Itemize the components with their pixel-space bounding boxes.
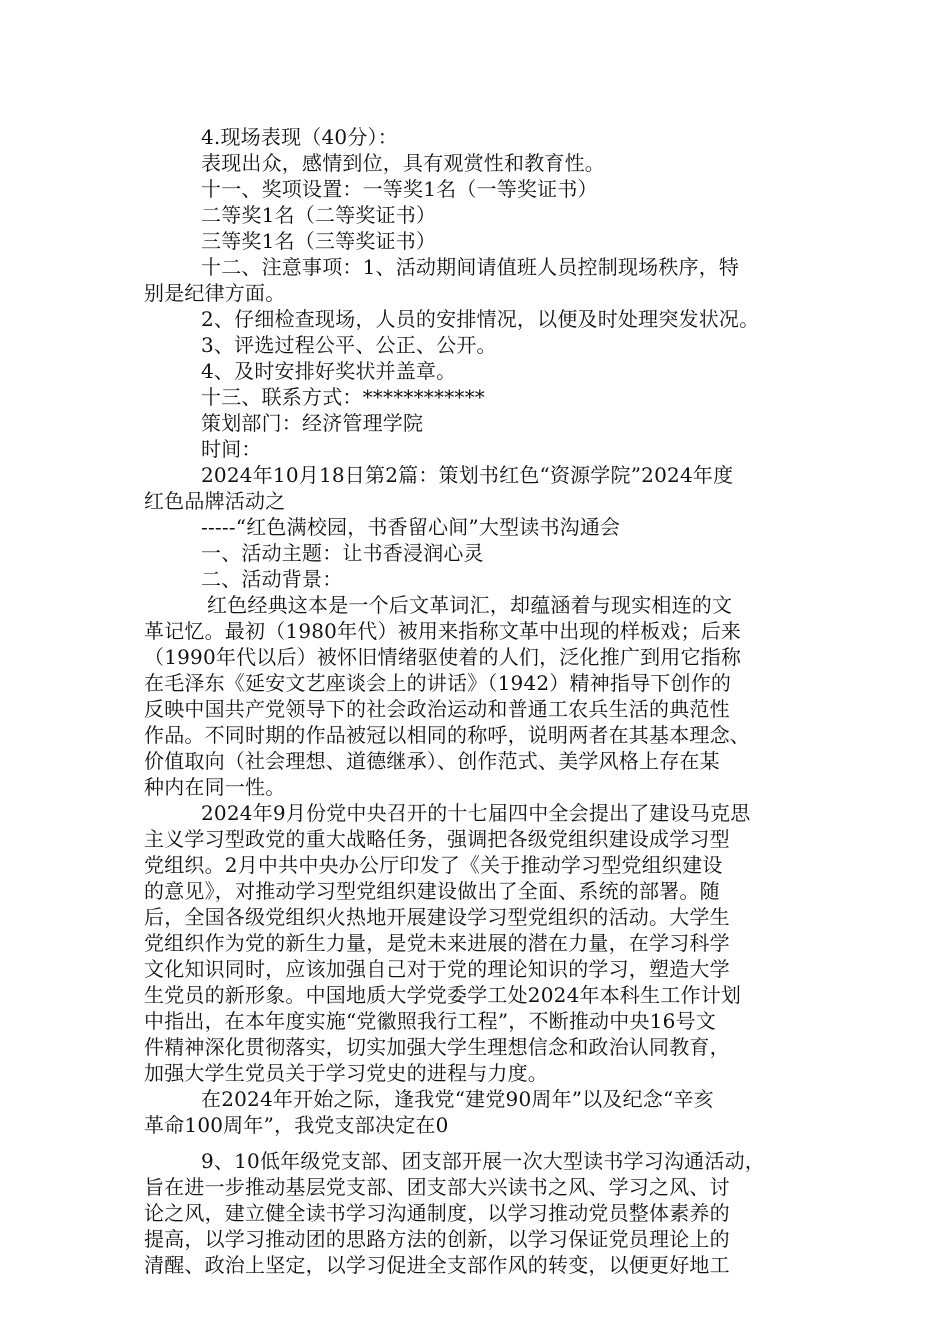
text-line: 的意见》，对推动学习型党组织建设做出了全面、系统的部署。随 <box>144 879 720 903</box>
text-line: 种内在同一性。 <box>144 775 286 799</box>
text-line: 2、仔细检查现场，人员的安排情况，以便及时处理突发状况。 <box>201 307 760 331</box>
text-line: 红色品牌活动之 <box>144 489 286 513</box>
text-line: 清醒、政治上坚定，以学习促进全支部作风的转变，以便更好地工 <box>144 1253 730 1277</box>
text-line: 件精神深化贯彻落实，切实加强大学生理想信念和政治认同教育， <box>144 1035 730 1059</box>
text-line: 二等奖1名（二等奖证书） <box>201 203 437 227</box>
text-line: 主义学习型政党的重大战略任务，强调把各级党组织建设成学习型 <box>144 827 730 851</box>
text-line: 中指出，在本年度实施“党徽照我行工程”，不断推动中央16号文 <box>144 1009 716 1033</box>
text-line: 旨在进一步推动基层党支部、团支部大兴读书之风、学习之风、讨 <box>144 1175 730 1199</box>
text-line: -----“红色满校园，书香留心间”大型读书沟通会 <box>201 515 621 539</box>
text-line: 表现出众，感情到位，具有观赏性和教育性。 <box>201 151 605 175</box>
text-line: 十二、注意事项：1、活动期间请值班人员控制现场秩序，特 <box>201 255 740 279</box>
text-line: 策划部门：经济管理学院 <box>201 411 424 435</box>
text-line: 2024年10月18日第2篇：策划书红色“资源学院”2024年度 <box>201 463 734 487</box>
text-line: 党组织作为党的新生力量，是党未来进展的潜在力量，在学习科学 <box>144 931 730 955</box>
text-line: （1990年代以后）被怀旧情绪驱使着的人们，泛化推广到用它指称 <box>144 645 742 669</box>
text-line: 3、评选过程公平、公正、公开。 <box>201 333 497 357</box>
text-line: 党组织。2月中共中央办公厅印发了《关于推动学习型党组织建设 <box>144 853 723 877</box>
text-line: 生党员的新形象。中国地质大学党委学工处2024年本科生工作计划 <box>144 983 742 1007</box>
text-line: 文化知识同时，应该加强自己对于党的理论知识的学习，塑造大学 <box>144 957 730 981</box>
text-line: 十三、联系方式：************ <box>201 385 485 409</box>
text-line: 时间： <box>201 437 262 461</box>
text-line: 9、10低年级党支部、团支部开展一次大型读书学习沟通活动， <box>201 1149 765 1173</box>
text-line: 革命100周年”，我党支部决定在0 <box>144 1113 449 1137</box>
text-line: 二、活动背景： <box>201 567 343 591</box>
text-line: 反映中国共产党领导下的社会政治运动和普通工农兵生活的典范性 <box>144 697 730 721</box>
text-line: 十一、奖项设置：一等奖1名（一等奖证书） <box>201 177 598 201</box>
text-line: 加强大学生党员关于学习党史的进程与力度。 <box>144 1061 548 1085</box>
text-line: 三等奖1名（三等奖证书） <box>201 229 437 253</box>
text-line: 红色经典这本是一个后文革词汇，却蕴涵着与现实相连的文 <box>207 593 733 617</box>
text-line: 在2024年开始之际，逢我党“建党90周年”以及纪念“辛亥 <box>201 1087 714 1111</box>
text-line: 4、及时安排好奖状并盖章。 <box>201 359 457 383</box>
text-line: 作品。不同时期的作品被冠以相同的称呼，说明两者在其基本理念、 <box>144 723 750 747</box>
text-line: 4.现场表现（40分）： <box>201 125 398 149</box>
text-line: 提高，以学习推动团的思路方法的创新，以学习保证党员理论上的 <box>144 1227 730 1251</box>
text-line: 一、活动主题：让书香浸润心灵 <box>201 541 484 565</box>
text-line: 论之风，建立健全读书学习沟通制度，以学习推动党员整体素养的 <box>144 1201 730 1225</box>
text-line: 价值取向（社会理想、道德继承）、创作范式、美学风格上存在某 <box>144 749 720 773</box>
text-line: 革记忆。最初（1980年代）被用来指称文革中出现的样板戏；后来 <box>144 619 742 643</box>
text-line: 后，全国各级党组织火热地开展建设学习型党组织的活动。大学生 <box>144 905 730 929</box>
text-line: 别是纪律方面。 <box>144 281 286 305</box>
text-line: 2024年9月份党中央召开的十七届四中全会提出了建设马克思 <box>201 801 751 825</box>
text-line: 在毛泽东《延安文艺座谈会上的讲话》（1942）精神指导下创作的 <box>144 671 732 695</box>
